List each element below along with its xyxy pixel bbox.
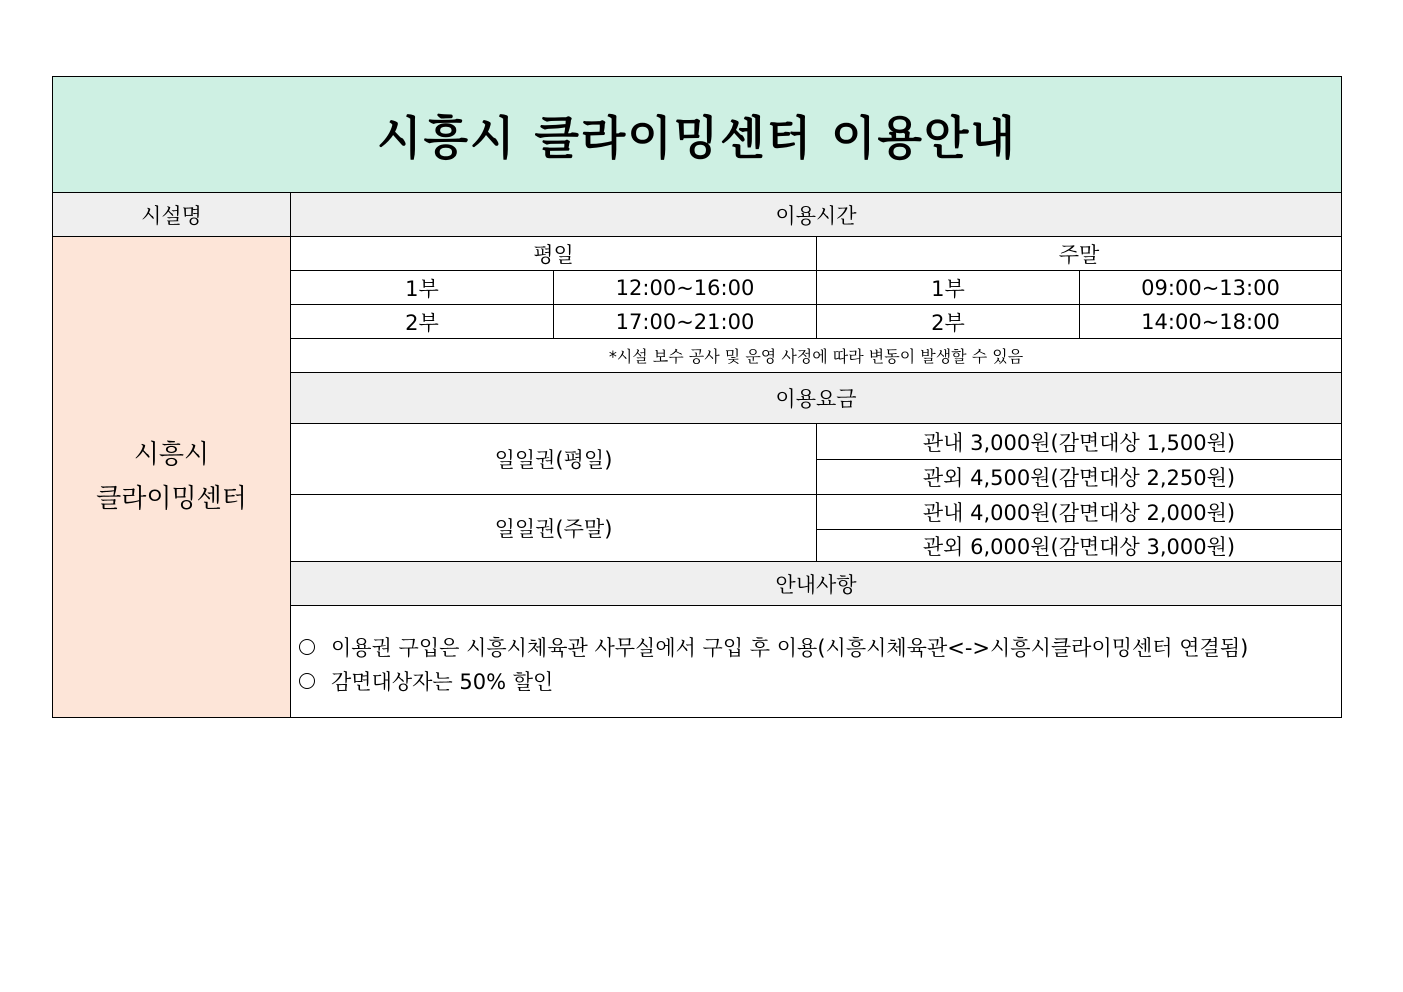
weekend-session-1-time: 09:00~13:00 — [1079, 270, 1342, 305]
notice-text: 감면대상자는 50% 할인 — [331, 670, 554, 694]
notices-body — [290, 605, 1342, 718]
weekday-label: 평일 — [290, 236, 817, 271]
notice-text: 이용권 구입은 시흥시체육관 사무실에서 구입 후 이용(시흥시체육관<->시흥시클라이밍센터 연결됨) — [331, 636, 1249, 660]
facility-name-header: 시설명 — [52, 192, 291, 237]
weekend-session-2-name: 2부 — [816, 304, 1080, 339]
weekend-label: 주말 — [816, 236, 1342, 271]
notice-item — [299, 664, 1341, 698]
weekday-session-2-time: 17:00~21:00 — [553, 304, 817, 339]
facility-name-line-2: 클라이밍센터 — [96, 484, 247, 514]
weekday-session-1-time: 12:00~16:00 — [553, 270, 817, 305]
weekend-price-resident: 관내 4,000원(감면대상 2,000원) — [816, 494, 1342, 530]
weekday-price-nonresident: 관외 4,500원(감면대상 2,250원) — [816, 459, 1342, 495]
facility-name-line-1: 시흥시 — [133, 440, 210, 470]
circle-bullet-icon — [299, 639, 315, 655]
hours-note: *시설 보수 공사 및 운영 사정에 따라 변동이 발생할 수 있음 — [290, 338, 1342, 373]
notice-item — [299, 630, 1341, 664]
weekday-ticket-label: 일일권(평일) — [290, 423, 817, 495]
weekend-price-nonresident: 관외 6,000원(감면대상 3,000원) — [816, 529, 1342, 562]
notices-header: 안내사항 — [290, 561, 1342, 606]
circle-bullet-icon — [299, 673, 315, 689]
weekend-session-2-time: 14:00~18:00 — [1079, 304, 1342, 339]
page-title: 시흥시 클라이밍센터 이용안내 — [52, 76, 1342, 193]
hours-header: 이용시간 — [290, 192, 1342, 237]
weekday-session-2-name: 2부 — [290, 304, 554, 339]
weekday-price-resident: 관내 3,000원(감면대상 1,500원) — [816, 423, 1342, 460]
weekend-ticket-label: 일일권(주말) — [290, 494, 817, 562]
info-table — [52, 76, 1342, 718]
weekend-session-1-name: 1부 — [816, 270, 1080, 305]
facility-name-cell — [52, 236, 291, 718]
fees-header: 이용요금 — [290, 372, 1342, 424]
weekday-session-1-name: 1부 — [290, 270, 554, 305]
